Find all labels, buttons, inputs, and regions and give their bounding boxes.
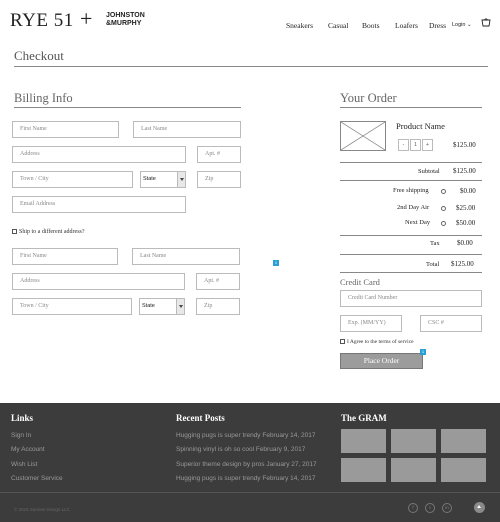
- shipping-next-label: Next Day: [405, 219, 431, 226]
- chevron-down-icon: [176, 299, 184, 314]
- gram-photo[interactable]: [441, 429, 486, 453]
- footer-link-sign-in[interactable]: Sign In: [11, 432, 32, 439]
- qty-increase-button[interactable]: +: [422, 139, 433, 151]
- total-value: $125.00: [451, 260, 474, 268]
- chevron-down-icon: [177, 172, 185, 187]
- nav-item-boots[interactable]: Boots: [362, 21, 380, 30]
- info-badge: 1: [421, 349, 425, 354]
- billing-apt-input[interactable]: Apt. #: [197, 146, 241, 163]
- info-badge: 1: [274, 260, 278, 265]
- login-menu[interactable]: Login ⌄: [452, 22, 472, 28]
- checkbox-icon: [340, 339, 345, 344]
- divider: [340, 180, 482, 181]
- partner-logo[interactable]: JOHNSTON &MURPHY: [106, 12, 145, 27]
- tax-value: $0.00: [457, 239, 473, 247]
- chevron-down-icon: ⌄: [467, 22, 472, 28]
- site-header: [0, 0, 500, 40]
- credit-card-heading: Credit Card: [340, 277, 380, 287]
- copyright-text: © 2016 Sunrise Design LLC: [14, 507, 70, 512]
- subtotal-label: Subtotal: [418, 168, 440, 175]
- order-heading: Your Order: [340, 91, 397, 105]
- billing-last-name-input[interactable]: Last Name: [133, 121, 241, 138]
- shipping-last-name-input[interactable]: Last Name: [132, 248, 240, 265]
- brand-plus: +: [80, 6, 93, 31]
- shipping-free-value: $0.00: [460, 187, 476, 195]
- divider: [340, 272, 482, 273]
- billing-town-input[interactable]: Town / City: [12, 171, 133, 188]
- shipping-state-select[interactable]: State: [139, 298, 185, 315]
- footer-link-customer-service[interactable]: Customer Service: [11, 475, 63, 482]
- billing-state-select[interactable]: State: [140, 171, 186, 188]
- shipping-first-name-input[interactable]: First Name: [12, 248, 118, 265]
- ship-different-checkbox[interactable]: Ship to a different address?: [12, 229, 85, 235]
- shipping-next-value: $50.00: [456, 219, 476, 227]
- shipping-2day-label: 2nd Day Air: [397, 204, 430, 211]
- divider: [14, 66, 488, 67]
- agree-terms-checkbox[interactable]: I Agree to the terms of service: [340, 339, 414, 345]
- divider: [340, 235, 482, 236]
- shipping-next-radio[interactable]: [441, 221, 446, 226]
- divider: [340, 162, 482, 163]
- nav-item-casual[interactable]: Casual: [328, 21, 349, 30]
- card-exp-input[interactable]: Exp. (MM/YY): [340, 315, 402, 332]
- card-number-input[interactable]: Credit Card Number: [340, 290, 482, 307]
- billing-zip-input[interactable]: Zip: [197, 171, 241, 188]
- shipping-zip-input[interactable]: Zip: [196, 298, 240, 315]
- gram-photo[interactable]: [441, 458, 486, 482]
- qty-value[interactable]: 1: [410, 139, 421, 151]
- facebook-icon[interactable]: f: [408, 503, 418, 513]
- back-to-top-icon[interactable]: [474, 502, 485, 513]
- footer-links-heading: Links: [11, 413, 34, 423]
- footer-posts-heading: Recent Posts: [176, 413, 225, 423]
- qty-decrease-button[interactable]: -: [398, 139, 409, 151]
- nav-item-loafers[interactable]: Loafers: [395, 21, 418, 30]
- footer-link-my-account[interactable]: My Account: [11, 446, 45, 453]
- linkedin-icon[interactable]: in: [442, 503, 452, 513]
- billing-email-input[interactable]: Email Address: [12, 196, 186, 213]
- subtotal-value: $125.00: [453, 167, 476, 175]
- shipping-2day-radio[interactable]: [441, 206, 446, 211]
- footer-link-wish-list[interactable]: Wish List: [11, 461, 38, 468]
- nav-item-sneakers[interactable]: Sneakers: [286, 21, 314, 30]
- shipping-free-label: Free shipping: [393, 187, 429, 194]
- card-csc-input[interactable]: CSC #: [420, 315, 482, 332]
- billing-address-input[interactable]: Address: [12, 146, 186, 163]
- recent-post-link[interactable]: Hugging pugs is super trendy February 14, 2017: [176, 432, 316, 439]
- page-title: Checkout: [14, 48, 64, 63]
- tax-label: Tax: [430, 240, 440, 247]
- divider: [340, 107, 482, 108]
- recent-post-link[interactable]: Spinning vinyl is oh so cool February 9, 2017: [176, 446, 306, 453]
- recent-post-link[interactable]: Hugging pugs is super trendy February 14, 2017: [176, 475, 316, 482]
- gram-photo[interactable]: [341, 429, 386, 453]
- footer-gram-heading: The GRAM: [341, 413, 387, 423]
- nav-item-dress[interactable]: Dress: [429, 21, 447, 30]
- gram-photo[interactable]: [341, 458, 386, 482]
- checkbox-icon: [12, 229, 17, 234]
- recent-post-link[interactable]: Superior theme design by pros January 27, 2017: [176, 461, 317, 468]
- divider: [0, 492, 500, 493]
- shipping-apt-input[interactable]: Apt. #: [196, 273, 240, 290]
- shipping-town-input[interactable]: Town / City: [12, 298, 132, 315]
- product-price: $125.00: [453, 141, 476, 149]
- product-image-placeholder: [340, 121, 386, 151]
- product-name: Product Name: [396, 121, 445, 131]
- billing-first-name-input[interactable]: First Name: [12, 121, 119, 138]
- cart-icon[interactable]: [481, 18, 491, 27]
- shipping-free-radio[interactable]: [441, 189, 446, 194]
- brand-logo[interactable]: RYE 51: [10, 10, 74, 31]
- gram-photo[interactable]: [391, 429, 436, 453]
- shipping-2day-value: $25.00: [456, 204, 476, 212]
- divider: [340, 254, 482, 255]
- twitter-icon[interactable]: t: [425, 503, 435, 513]
- billing-heading: Billing Info: [14, 91, 73, 105]
- divider: [14, 107, 241, 108]
- total-label: Total: [426, 261, 440, 268]
- shipping-address-input[interactable]: Address: [12, 273, 185, 290]
- place-order-button[interactable]: Place Order: [340, 353, 423, 369]
- gram-photo[interactable]: [391, 458, 436, 482]
